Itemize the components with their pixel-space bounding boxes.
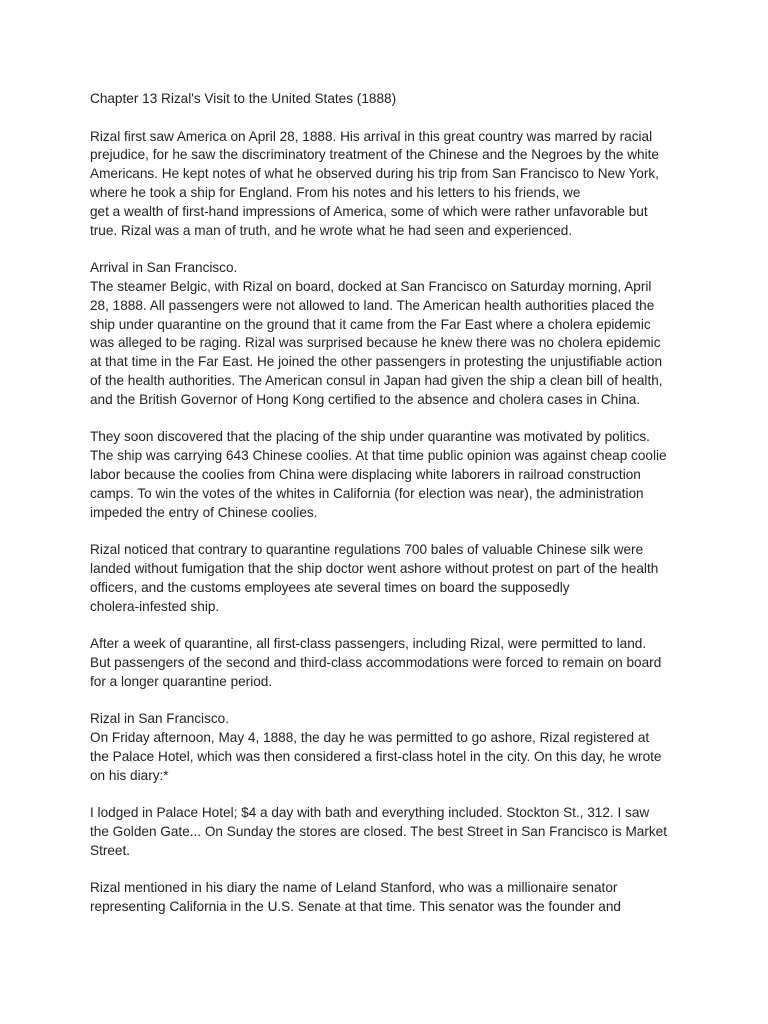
text-line: On Friday afternoon, May 4, 1888, the day he was permitted to go ashore, Rizal registered at <box>90 730 650 746</box>
text-line: Rizal first saw America on April 28, 1888. His arrival in this great country was marred by racial <box>90 128 653 144</box>
paragraph <box>90 128 690 241</box>
text-line: After a week of quarantine, all first-class passengers, including Rizal, were permitted to land. <box>90 636 647 652</box>
text-line: Rizal noticed that contrary to quarantine regulations 700 bales of valuable Chinese silk were <box>90 542 644 558</box>
text-line: Americans. He kept notes of what he observed during his trip from San Francisco to New York, <box>90 166 659 182</box>
text-line: officers, and the customs employees ate several times on board the supposedly <box>90 579 570 595</box>
paragraph <box>90 428 690 522</box>
text-line: Arrival in San Francisco. <box>90 260 238 276</box>
document-page <box>90 90 690 936</box>
text-line: and the British Governor of Hong Kong certified to the absence and cholera cases in China. <box>90 391 641 407</box>
text-line: true. Rizal was a man of truth, and he wrote what he had seen and experienced. <box>90 222 573 238</box>
paragraph <box>90 710 690 785</box>
text-line: camps. To win the votes of the whites in California (for election was near), the administration <box>90 485 644 501</box>
paragraph <box>90 804 690 860</box>
text-line: of the health authorities. The American consul in Japan had given the ship a clean bill of health, <box>90 372 663 388</box>
text-line: impeded the entry of Chinese coolies. <box>90 504 318 520</box>
text-line: prejudice, for he saw the discriminatory treatment of the Chinese and the Negroes by the white <box>90 147 659 163</box>
text-line: landed without fumigation that the ship doctor went ashore without protest on part of the health <box>90 560 659 576</box>
text-line: on his diary:* <box>90 767 169 783</box>
text-line: The ship was carrying 643 Chinese coolies. At that time public opinion was against cheap coolie <box>90 448 667 464</box>
text-line: Rizal in San Francisco. <box>90 711 230 727</box>
text-line: But passengers of the second and third-class accommodations were forced to remain on board <box>90 654 662 670</box>
paragraph <box>90 635 690 691</box>
paragraph <box>90 259 690 409</box>
paragraph <box>90 879 690 917</box>
text-line: labor because the coolies from China were displacing white laborers in railroad construction <box>90 466 641 482</box>
document-body <box>90 128 690 917</box>
paragraph <box>90 541 690 616</box>
text-line: The steamer Belgic, with Rizal on board, docked at San Francisco on Saturday morning, April <box>90 278 652 294</box>
text-line: for a longer quarantine period. <box>90 673 273 689</box>
text-line: cholera-infested ship. <box>90 598 220 614</box>
text-line: get a wealth of first-hand impressions of America, some of which were rather unfavorable but <box>90 203 648 219</box>
text-line: was alleged to be raging. Rizal was surprised because he knew there was no cholera epidemic <box>90 335 661 351</box>
text-line: at that time in the Far East. He joined the other passengers in protesting the unjustifiable action <box>90 354 663 370</box>
text-line: Street. <box>90 842 131 858</box>
chapter-title: Chapter 13 Rizal's Visit to the United States (1888) <box>90 91 397 106</box>
text-line: the Palace Hotel, which was then considered a first-class hotel in the city. On this day, he wrote <box>90 748 662 764</box>
text-line: 28, 1888. All passengers were not allowed to land. The American health authorities placed the <box>90 297 655 313</box>
text-line: ship under quarantine on the ground that it came from the Far East where a cholera epidemic <box>90 316 651 332</box>
text-line: They soon discovered that the placing of the ship under quarantine was motivated by politics. <box>90 429 650 445</box>
text-line: I lodged in Palace Hotel; $4 a day with bath and everything included. Stockton St., 312. I saw <box>90 805 650 821</box>
text-line: Rizal mentioned in his diary the name of Leland Stanford, who was a millionaire senator <box>90 880 618 896</box>
text-line: the Golden Gate... On Sunday the stores are closed. The best Street in San Francisco is Market <box>90 824 668 840</box>
text-line: representing California in the U.S. Senate at that time. This senator was the founder and <box>90 899 621 915</box>
text-line: where he took a ship for England. From his notes and his letters to his friends, we <box>90 184 581 200</box>
